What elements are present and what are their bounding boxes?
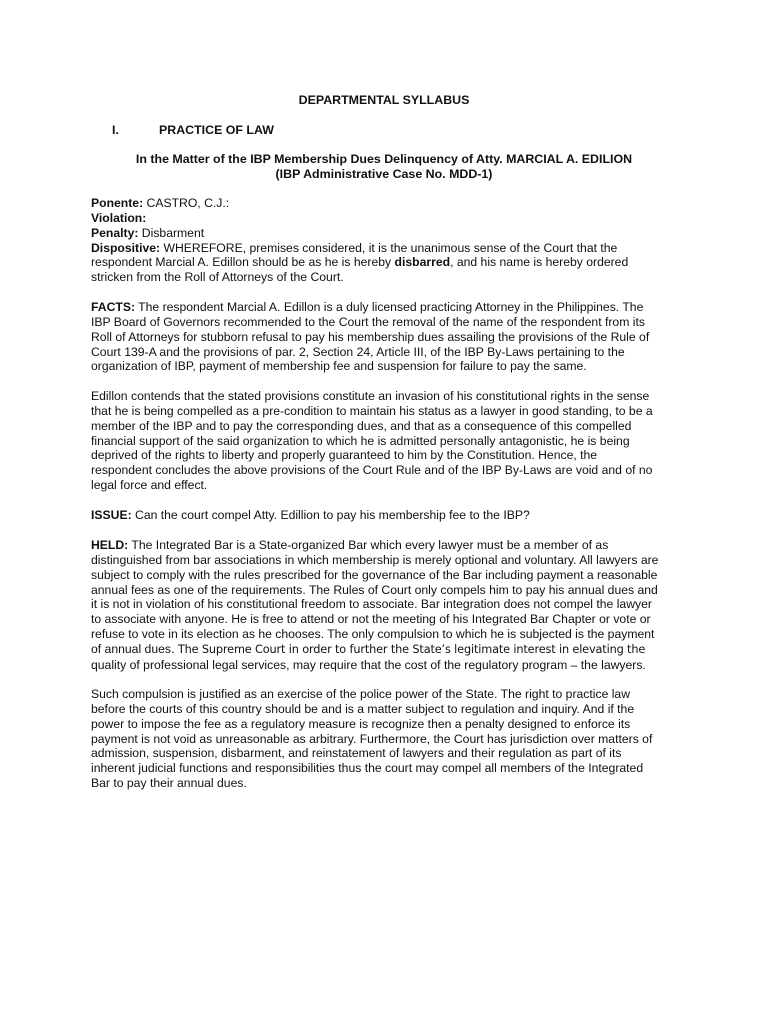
facts-line: Roll of Attorneys for stubborn refusal to pay his membership dues assailing the provisions of the Rule of (91, 329, 650, 344)
held-paragraph (91, 538, 691, 673)
held-text: The Integrated Bar is a State-organized Bar which every lawyer must be a member of as (128, 538, 609, 552)
facts-line: organization of IBP, payment of membership fee and suspension for failure to pay the same. (91, 359, 587, 374)
violation-line (91, 211, 691, 226)
contention-line: Edillon contends that the stated provisions constitute an invasion of his constitutional rights in the sense (91, 389, 650, 403)
held-line: distinguished from bar associations in which membership is merely optional and voluntary. All lawyers are (91, 552, 659, 567)
contention-line: respondent concludes the above provisions of the Court Rule and of the IBP By-Laws are void and of no (91, 463, 653, 478)
penalty-label: Penalty: (91, 225, 139, 240)
ponente-label: Ponente: (91, 196, 144, 210)
case-title-line-2: (IBP Administrative Case No. MDD-1) (275, 167, 493, 181)
held-line: annual fees as one of the requirements. The Rules of Court only compels him to pay his annual dues and (91, 582, 658, 597)
issue-label: ISSUE: (91, 508, 132, 522)
issue-line (91, 508, 691, 523)
justification-line: Bar to pay their annual dues. (91, 776, 247, 791)
contention-line: member of the IBP and to pay the corresponding dues, and that as a consequence of this compelled (91, 418, 632, 433)
dispositive-text-2a: respondent Marcial A. Edillon should be as he is hereby (91, 255, 395, 270)
dispositive-line-1 (91, 241, 691, 256)
justification-paragraph (91, 687, 691, 791)
justification-line: Such compulsion is justified as an exercise of the police power of the State. The right to practice law (91, 687, 631, 701)
section-heading (112, 123, 274, 138)
case-details (91, 196, 691, 285)
held-line: to associate with anyone. He is free to attend or not the meeting of his Integrated Bar Chapter or vote or (91, 612, 651, 627)
dispositive-line-2 (91, 255, 691, 270)
facts-line: IBP Board of Governors recommended to the Court the removal of the name of the respondent from its (91, 314, 645, 329)
held-line: subject to comply with the rules prescribed for the governance of the Bar including payment a reasonable (91, 567, 658, 582)
contention-line: legal force and effect. (91, 478, 208, 493)
justification-line: before the courts of this country should be and is a matter subject to regulation and inquiry. And if the (91, 701, 635, 716)
penalty-value: Disbarment (138, 225, 205, 240)
justification-line: inherent judicial functions and responsibilities thus the court may compel all members of the Integrated (91, 761, 644, 776)
facts-label: FACTS: (91, 300, 136, 314)
contention-line: that he is being compelled as a pre-condition to maintain his status as a lawyer in good standing, to be a (91, 403, 653, 418)
dispositive-label: Dispositive: (91, 240, 161, 255)
document-title: DEPARTMENTAL SYLLABUS (298, 93, 470, 107)
contention-line: financial support of the said organization to which he is admitted personally antagonistic, he is being (91, 433, 630, 448)
ponente-line (91, 196, 691, 211)
ponente-value: CASTRO, C.J.: (143, 196, 230, 210)
held-label: HELD: (91, 538, 129, 552)
facts-line: Court 139-A and the provisions of par. 2, Section 24, Article III, of the IBP By-Laws pertaining to the (91, 344, 625, 359)
issue-paragraph (91, 508, 691, 523)
dispositive-line-3: stricken from the Roll of Attorneys of the Court. (91, 270, 344, 285)
disbarred-emphasis: disbarred (394, 255, 451, 270)
facts-text: The respondent Marcial A. Edillon is a duly licensed practicing Attorney in the Philippines. The (135, 300, 644, 314)
facts-line (91, 300, 691, 315)
dispositive-text-1: WHEREFORE, premises considered, it is the unanimous sense of the Court that the (160, 240, 618, 255)
facts-paragraph (91, 300, 691, 374)
justification-line: payment is not void as unreasonable as arbitrary. Furthermore, the Court has jurisdiction over matters of (91, 731, 653, 746)
dispositive-text-2b: , and his name is hereby ordered (450, 255, 629, 270)
held-text-8a: of annual dues (91, 641, 171, 656)
held-line: refuse to vote in its election as he chooses. The only compulsion to which he is subjected is the payment (91, 627, 655, 642)
case-title-line-1: In the Matter of the IBP Membership Dues Delinquency of Atty. MARCIAL A. EDILION (135, 152, 633, 166)
case-title (60, 152, 708, 182)
violation-label: Violation: (91, 210, 147, 225)
held-line: quality of professional legal services, may require that the cost of the regulatory program – the lawyers. (91, 657, 646, 672)
held-line: it is not in violation of his constitutional freedom to associate. Bar integration does not compel the lawyer (91, 597, 652, 612)
penalty-line (91, 226, 691, 241)
section-number: I. (112, 123, 119, 137)
contention-paragraph (91, 389, 691, 493)
contention-line: deprived of the rights to liberty and properly guaranteed to him by the Constitution. Hence, the (91, 448, 598, 463)
held-text-8b: . The Supreme Court in order to further the State’s legitimate interest in elevating the (170, 642, 646, 656)
section-title: PRACTICE OF LAW (159, 123, 274, 137)
justification-line: power to impose the fee as a regulatory measure is recognize then a penalty designed to enforce its (91, 716, 631, 731)
issue-text: Can the court compel Atty. Edillion to pay his membership fee to the IBP? (131, 508, 530, 522)
justification-line: admission, suspension, disbarment, and reinstatement of lawyers and their regulation as part of its (91, 746, 622, 761)
held-line (91, 642, 691, 658)
held-line (91, 538, 691, 553)
